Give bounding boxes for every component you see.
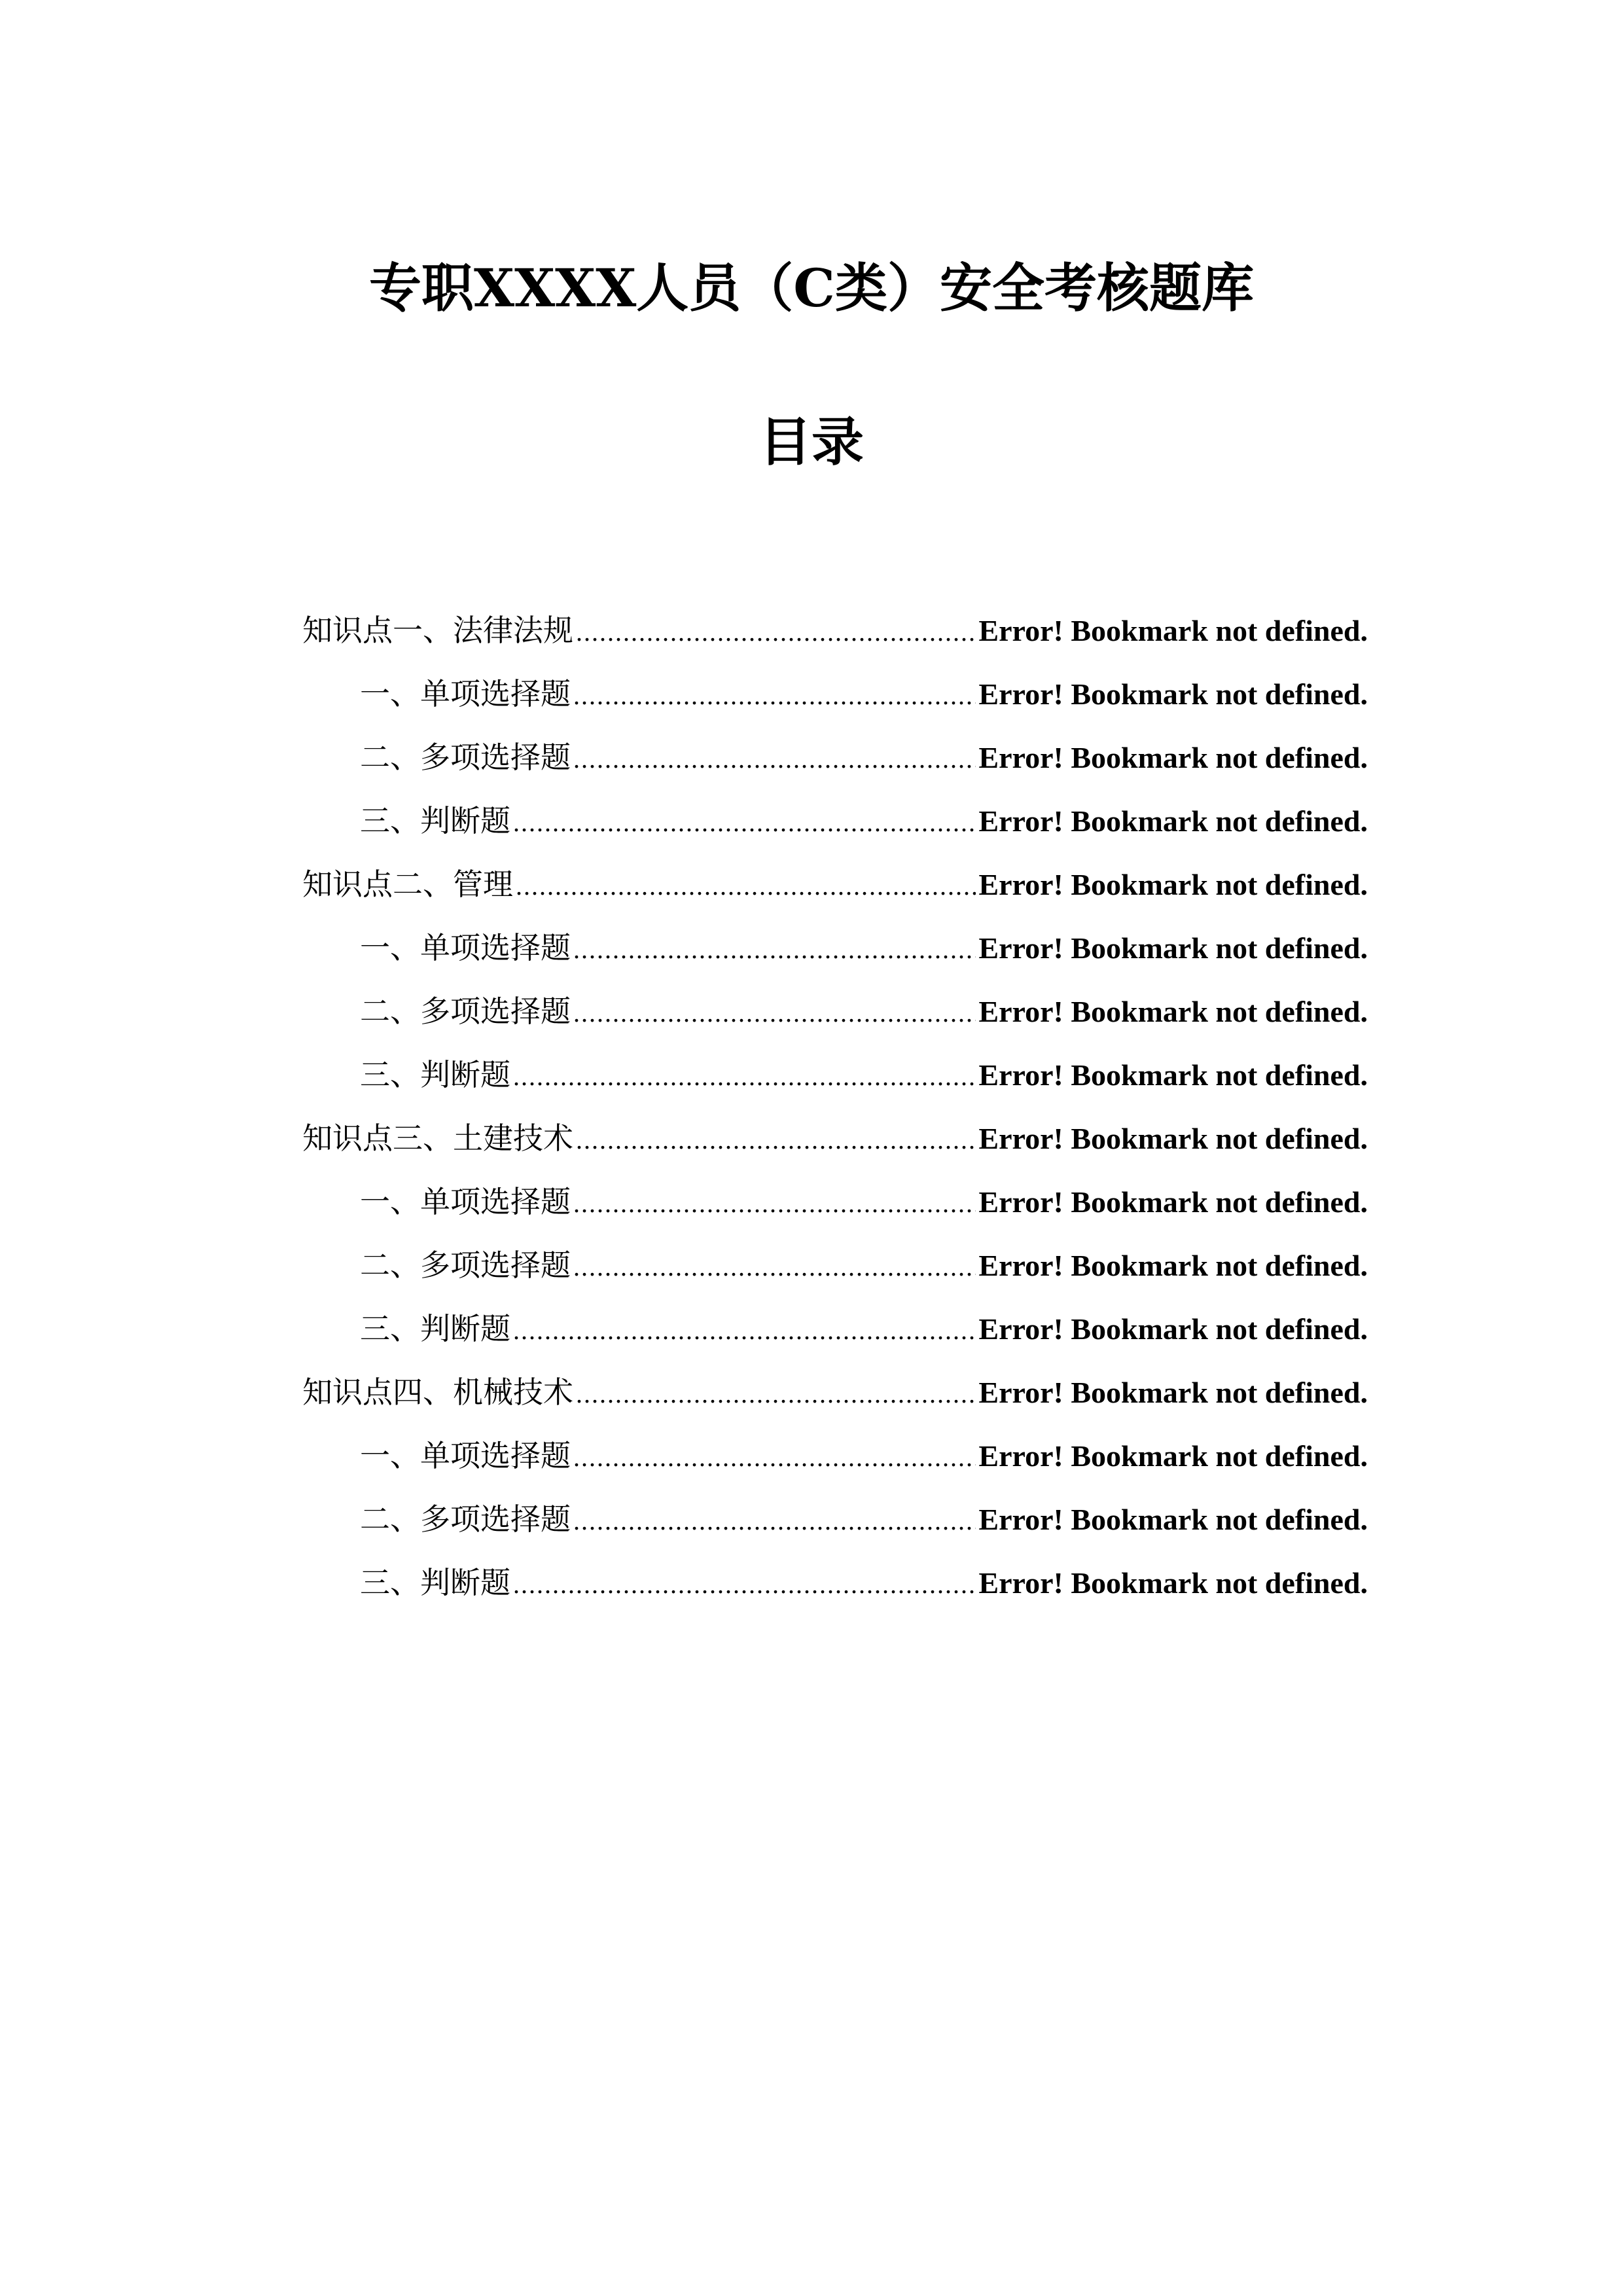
toc-leader-dots [513,1045,976,1108]
toc-entry-label: 知识点一、法律法规 [302,613,573,648]
toc-entry-label: 二、多项选择题 [360,1501,571,1537]
toc-entry[interactable] [302,1361,1368,1424]
toc-leader-dots [573,1172,976,1235]
toc-entry[interactable] [302,1234,1368,1297]
toc-entry[interactable] [302,1297,1368,1361]
toc-entry[interactable] [302,726,1368,789]
toc-entry-page: Error! Bookmark not defined. [978,1376,1368,1409]
toc-entry-page: Error! Bookmark not defined. [978,741,1368,774]
toc-entry-page: Error! Bookmark not defined. [978,677,1368,711]
toc-entry-page: Error! Bookmark not defined. [978,1058,1368,1092]
toc-entry[interactable] [302,1170,1368,1234]
toc-entry[interactable] [302,789,1368,853]
toc-entry[interactable] [302,1551,1368,1615]
toc-entry[interactable] [302,1107,1368,1170]
toc-leader-dots [513,1552,976,1616]
toc-entry[interactable] [302,1043,1368,1107]
toc-leader-dots [576,1108,976,1172]
toc-leader-dots [513,791,976,854]
toc-entry-page: Error! Bookmark not defined. [978,1439,1368,1473]
toc-leader-dots [573,727,976,791]
toc-entry[interactable] [302,980,1368,1043]
toc-leader-dots [576,600,976,664]
toc-entry-page: Error! Bookmark not defined. [978,1312,1368,1346]
toc-entry-label: 知识点三、土建技术 [302,1121,573,1156]
toc-leader-dots [576,1362,976,1426]
toc-entry-page: Error! Bookmark not defined. [978,868,1368,901]
toc-leader-dots [573,664,976,727]
toc-entry-page: Error! Bookmark not defined. [978,931,1368,965]
toc-entry[interactable] [302,662,1368,726]
toc-heading: 目录 [759,411,864,473]
toc-entry[interactable] [302,1424,1368,1488]
table-of-contents [302,599,1368,1615]
toc-leader-dots [573,918,976,981]
toc-leader-dots [573,981,976,1045]
toc-entry-page: Error! Bookmark not defined. [978,995,1368,1028]
toc-entry-label: 二、多项选择题 [360,1247,571,1283]
toc-entry-label: 三、判断题 [360,1057,510,1092]
toc-leader-dots [573,1489,976,1552]
toc-entry-label: 一、单项选择题 [360,930,571,965]
toc-entry-label: 二、多项选择题 [360,994,571,1029]
toc-entry-page: Error! Bookmark not defined. [978,804,1368,838]
toc-leader-dots [573,1235,976,1299]
toc-entry-label: 知识点二、管理 [302,867,513,902]
toc-entry-label: 三、判断题 [360,1565,510,1600]
toc-entry-page: Error! Bookmark not defined. [978,1249,1368,1282]
toc-entry[interactable] [302,916,1368,980]
toc-entry-page: Error! Bookmark not defined. [978,1566,1368,1600]
toc-entry-label: 一、单项选择题 [360,676,571,711]
toc-entry-label: 一、单项选择题 [360,1438,571,1473]
toc-entry-label: 三、判断题 [360,803,510,838]
toc-entry-page: Error! Bookmark not defined. [978,1503,1368,1536]
toc-entry[interactable] [302,599,1368,662]
toc-entry-page: Error! Bookmark not defined. [978,614,1368,647]
toc-entry[interactable] [302,853,1368,916]
toc-entry-page: Error! Bookmark not defined. [978,1122,1368,1155]
toc-entry-label: 二、多项选择题 [360,740,571,775]
toc-leader-dots [513,1299,976,1362]
toc-leader-dots [573,1426,976,1489]
toc-entry-label: 三、判断题 [360,1311,510,1346]
document-title: 专职XXXX人员（C类）安全考核题库 [369,257,1254,319]
toc-leader-dots [516,854,976,918]
toc-entry-label: 一、单项选择题 [360,1184,571,1219]
toc-entry[interactable] [302,1488,1368,1551]
toc-entry-label: 知识点四、机械技术 [302,1374,573,1410]
toc-entry-page: Error! Bookmark not defined. [978,1185,1368,1219]
